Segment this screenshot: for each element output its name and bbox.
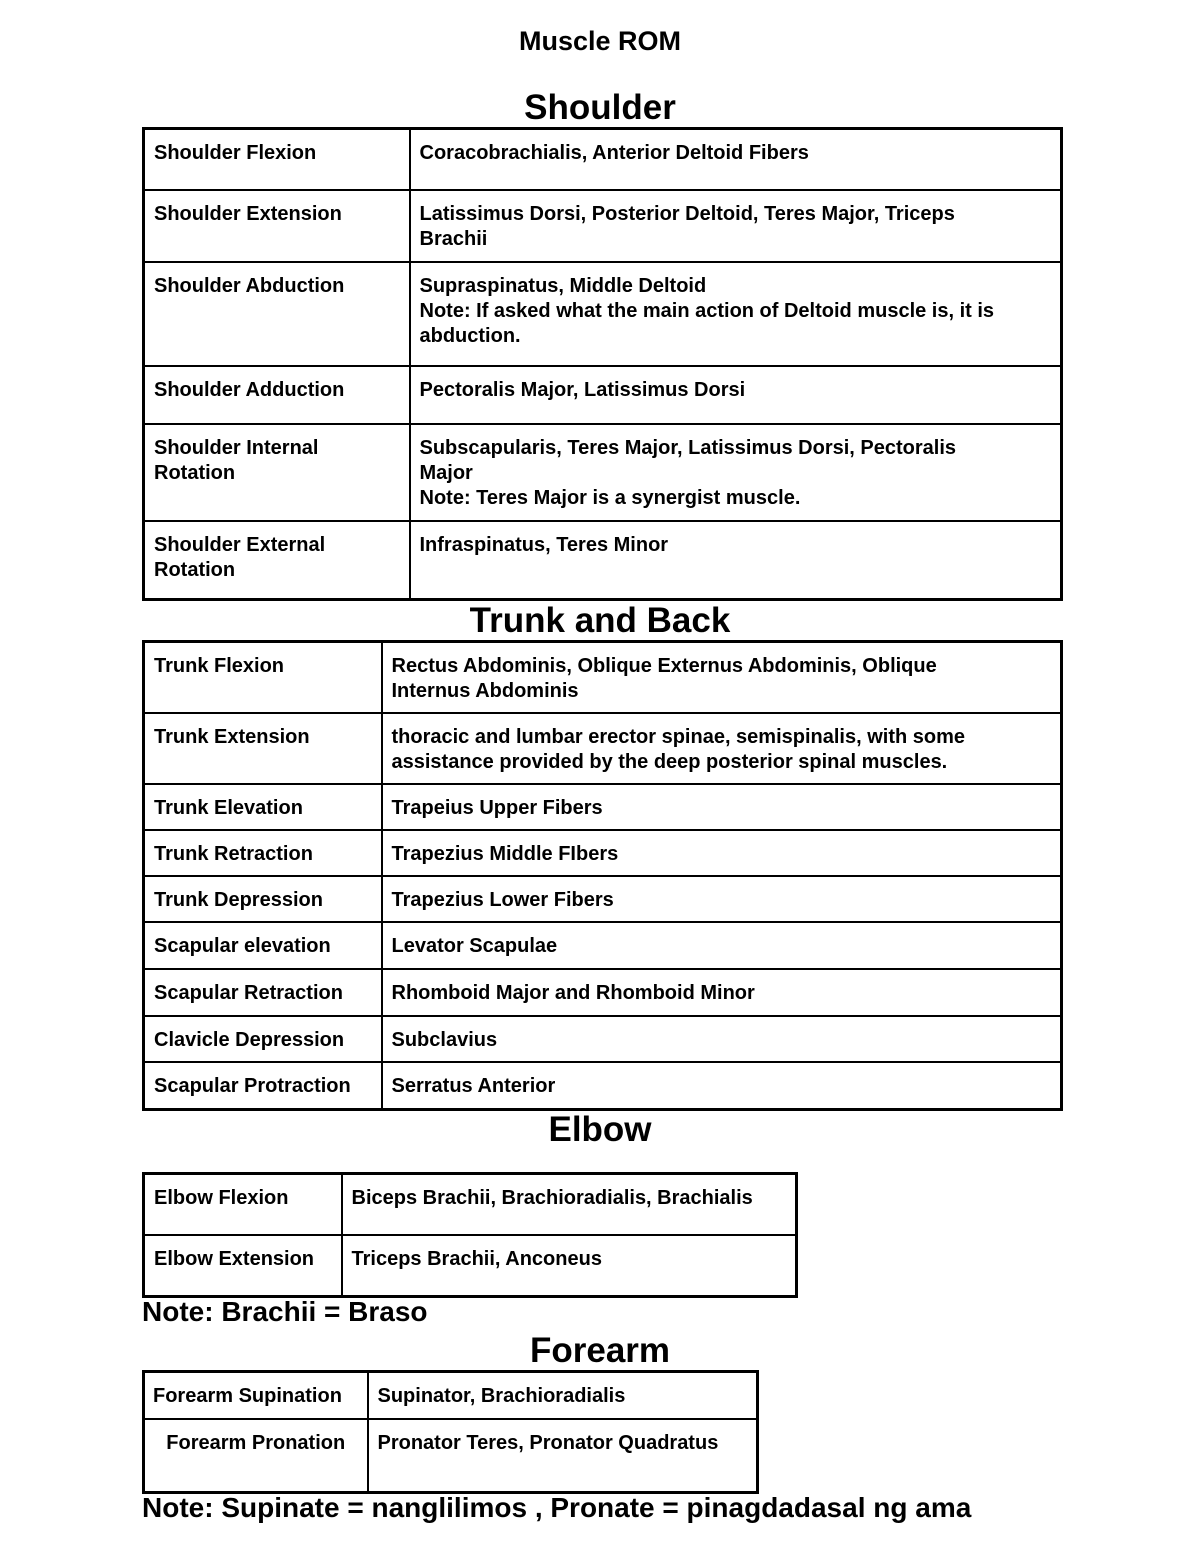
section-title-trunk-and-back: Trunk and Back — [469, 601, 731, 640]
movement-cell: Trunk Flexion — [144, 642, 382, 714]
muscles-cell: Subscapularis, Teres Major, Latissimus Dorsi, Pectoralis Major Note: Teres Major is a synergist muscle. — [410, 424, 1062, 521]
muscles-cell: Trapeius Upper Fibers — [382, 784, 1062, 830]
movement-cell: Elbow Extension — [144, 1235, 342, 1297]
muscles-cell: Rhomboid Major and Rhomboid Minor — [382, 969, 1062, 1016]
muscles-cell: Pectoralis Major, Latissimus Dorsi — [410, 366, 1062, 424]
table-row — [144, 366, 1062, 424]
table-row — [144, 713, 1062, 784]
section-title-shoulder: Shoulder — [524, 88, 676, 127]
muscles-cell: Pronator Teres, Pronator Quadratus — [368, 1419, 758, 1493]
document-title: Muscle ROM — [518, 26, 682, 56]
movement-cell: Trunk Depression — [144, 876, 382, 922]
elbow-note: Note: Brachii = Braso — [142, 1296, 428, 1327]
movement-cell: Shoulder Abduction — [144, 262, 410, 366]
movement-cell: Forearm Pronation — [144, 1419, 368, 1493]
table-row — [144, 1235, 797, 1297]
section-title-elbow: Elbow — [548, 1110, 652, 1149]
movement-cell: Shoulder Internal Rotation — [144, 424, 410, 521]
movement-cell: Shoulder Extension — [144, 190, 410, 262]
table-row — [144, 1062, 1062, 1109]
movement-cell: Shoulder Adduction — [144, 366, 410, 424]
muscles-cell: Infraspinatus, Teres Minor — [410, 521, 1062, 600]
muscles-cell: Serratus Anterior — [382, 1062, 1062, 1109]
table-row — [144, 642, 1062, 714]
forearm-table — [142, 1370, 759, 1494]
table-row — [144, 521, 1062, 600]
movement-cell: Scapular Protraction — [144, 1062, 382, 1109]
table-row — [144, 129, 1062, 190]
table-row — [144, 1372, 758, 1419]
table-row — [144, 190, 1062, 262]
muscles-cell: thoracic and lumbar erector spinae, semispinalis, with some assistance provided by the deep posterior spinal muscles. — [382, 713, 1062, 784]
table-row — [144, 784, 1062, 830]
muscles-cell: Biceps Brachii, Brachioradialis, Brachialis — [342, 1174, 797, 1235]
muscles-cell: Coracobrachialis, Anterior Deltoid Fibers — [410, 129, 1062, 190]
muscles-cell: Levator Scapulae — [382, 922, 1062, 969]
table-row — [144, 1016, 1062, 1062]
movement-cell: Scapular elevation — [144, 922, 382, 969]
elbow-table — [142, 1172, 798, 1298]
muscles-cell: Trapezius Middle FIbers — [382, 830, 1062, 876]
section-title-forearm: Forearm — [529, 1331, 671, 1370]
shoulder-table — [142, 127, 1063, 601]
muscles-cell: Trapezius Lower Fibers — [382, 876, 1062, 922]
movement-cell: Trunk Retraction — [144, 830, 382, 876]
trunk-and-back-table — [142, 640, 1063, 1111]
muscles-cell: Supinator, Brachioradialis — [368, 1372, 758, 1419]
table-row — [144, 424, 1062, 521]
movement-cell: Shoulder External Rotation — [144, 521, 410, 600]
movement-cell: Clavicle Depression — [144, 1016, 382, 1062]
muscles-cell: Rectus Abdominis, Oblique Externus Abdominis, Oblique Internus Abdominis — [382, 642, 1062, 714]
movement-cell: Elbow Flexion — [144, 1174, 342, 1235]
table-row — [144, 1419, 758, 1493]
muscles-cell: Triceps Brachii, Anconeus — [342, 1235, 797, 1297]
table-row — [144, 262, 1062, 366]
movement-cell: Forearm Supination — [144, 1372, 368, 1419]
movement-cell: Trunk Elevation — [144, 784, 382, 830]
forearm-note: Note: Supinate = nanglilimos , Pronate = pinagdadasal ng ama — [142, 1492, 972, 1523]
table-row — [144, 876, 1062, 922]
movement-cell: Scapular Retraction — [144, 969, 382, 1016]
table-row — [144, 922, 1062, 969]
muscles-cell: Supraspinatus, Middle Deltoid Note: If asked what the main action of Deltoid muscle is, it is abduction. — [410, 262, 1062, 366]
movement-cell: Trunk Extension — [144, 713, 382, 784]
table-row — [144, 1174, 797, 1235]
muscles-cell: Latissimus Dorsi, Posterior Deltoid, Teres Major, Triceps Brachii — [410, 190, 1062, 262]
table-row — [144, 830, 1062, 876]
movement-cell: Shoulder Flexion — [144, 129, 410, 190]
table-row — [144, 969, 1062, 1016]
muscles-cell: Subclavius — [382, 1016, 1062, 1062]
